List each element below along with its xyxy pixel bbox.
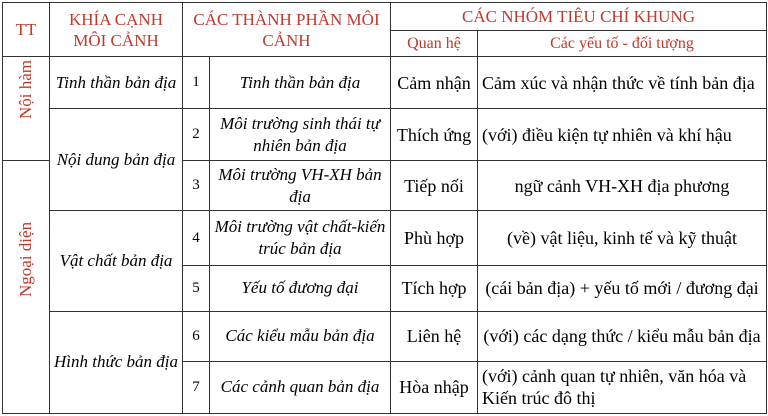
relation-label: Thích ứng — [391, 109, 478, 161]
aspect-label: Nội dung bản địa — [50, 109, 183, 211]
header-relation: Quan hệ — [391, 31, 478, 57]
group-outer — [3, 161, 50, 414]
row-number: 6 — [183, 311, 210, 361]
factors-label: (cái bản địa) + yếu tố mới / đương đại — [478, 265, 767, 311]
factors-label: (với) điều kiện tự nhiên và khí hậu — [478, 109, 767, 161]
component-label: Yếu tố đương đại — [210, 265, 391, 311]
component-label: Môi trường vật chất-kiến trúc bản địa — [210, 211, 391, 265]
relation-label: Cảm nhận — [391, 57, 478, 109]
relation-label: Tiếp nối — [391, 161, 478, 211]
row-number: 4 — [183, 211, 210, 265]
relation-label: Liên hệ — [391, 311, 478, 361]
header-aspect: KHÍA CẠNH MÔI CẢNH — [50, 3, 183, 57]
relation-label: Phù hợp — [391, 211, 478, 265]
criteria-table — [2, 2, 767, 414]
group-outer-label: Ngoại diện — [16, 222, 35, 298]
aspect-label: Hình thức bản địa — [50, 311, 183, 413]
factors-label: (về) vật liệu, kinh tế và kỹ thuật — [478, 211, 767, 265]
aspect-label: Tinh thần bản địa — [50, 57, 183, 109]
factors-label: Cảm xúc và nhận thức về tính bản địa — [478, 57, 767, 109]
row-number: 1 — [183, 57, 210, 109]
relation-label: Tích hợp — [391, 265, 478, 311]
header-components: CÁC THÀNH PHẦN MÔI CẢNH — [183, 3, 391, 57]
component-label: Môi trường sinh thái tự nhiên bản địa — [210, 109, 391, 161]
row-number: 5 — [183, 265, 210, 311]
component-label: Các kiểu mẫu bản địa — [210, 311, 391, 361]
group-inner-label: Nội hàm — [16, 59, 35, 119]
aspect-label: Vật chất bản địa — [50, 211, 183, 311]
component-label: Môi trường VH-XH bản địa — [210, 161, 391, 211]
header-criteria: CÁC NHÓM TIÊU CHÍ KHUNG — [391, 3, 767, 31]
group-inner — [3, 57, 50, 161]
factors-label: (với) các dạng thức / kiểu mẫu bản địa — [478, 311, 767, 361]
factors-label: ngữ cảnh VH-XH địa phương — [478, 161, 767, 211]
row-number: 3 — [183, 161, 210, 211]
header-factors: Các yếu tố - đối tượng — [478, 31, 767, 57]
factors-label: (với) cảnh quan tự nhiên, văn hóa và Kiến trúc đô thị — [478, 361, 767, 413]
header-tt: TT — [3, 3, 50, 57]
relation-label: Hòa nhập — [391, 361, 478, 413]
component-label: Tinh thần bản địa — [210, 57, 391, 109]
component-label: Các cảnh quan bản địa — [210, 361, 391, 413]
row-number: 7 — [183, 361, 210, 413]
row-number: 2 — [183, 109, 210, 161]
